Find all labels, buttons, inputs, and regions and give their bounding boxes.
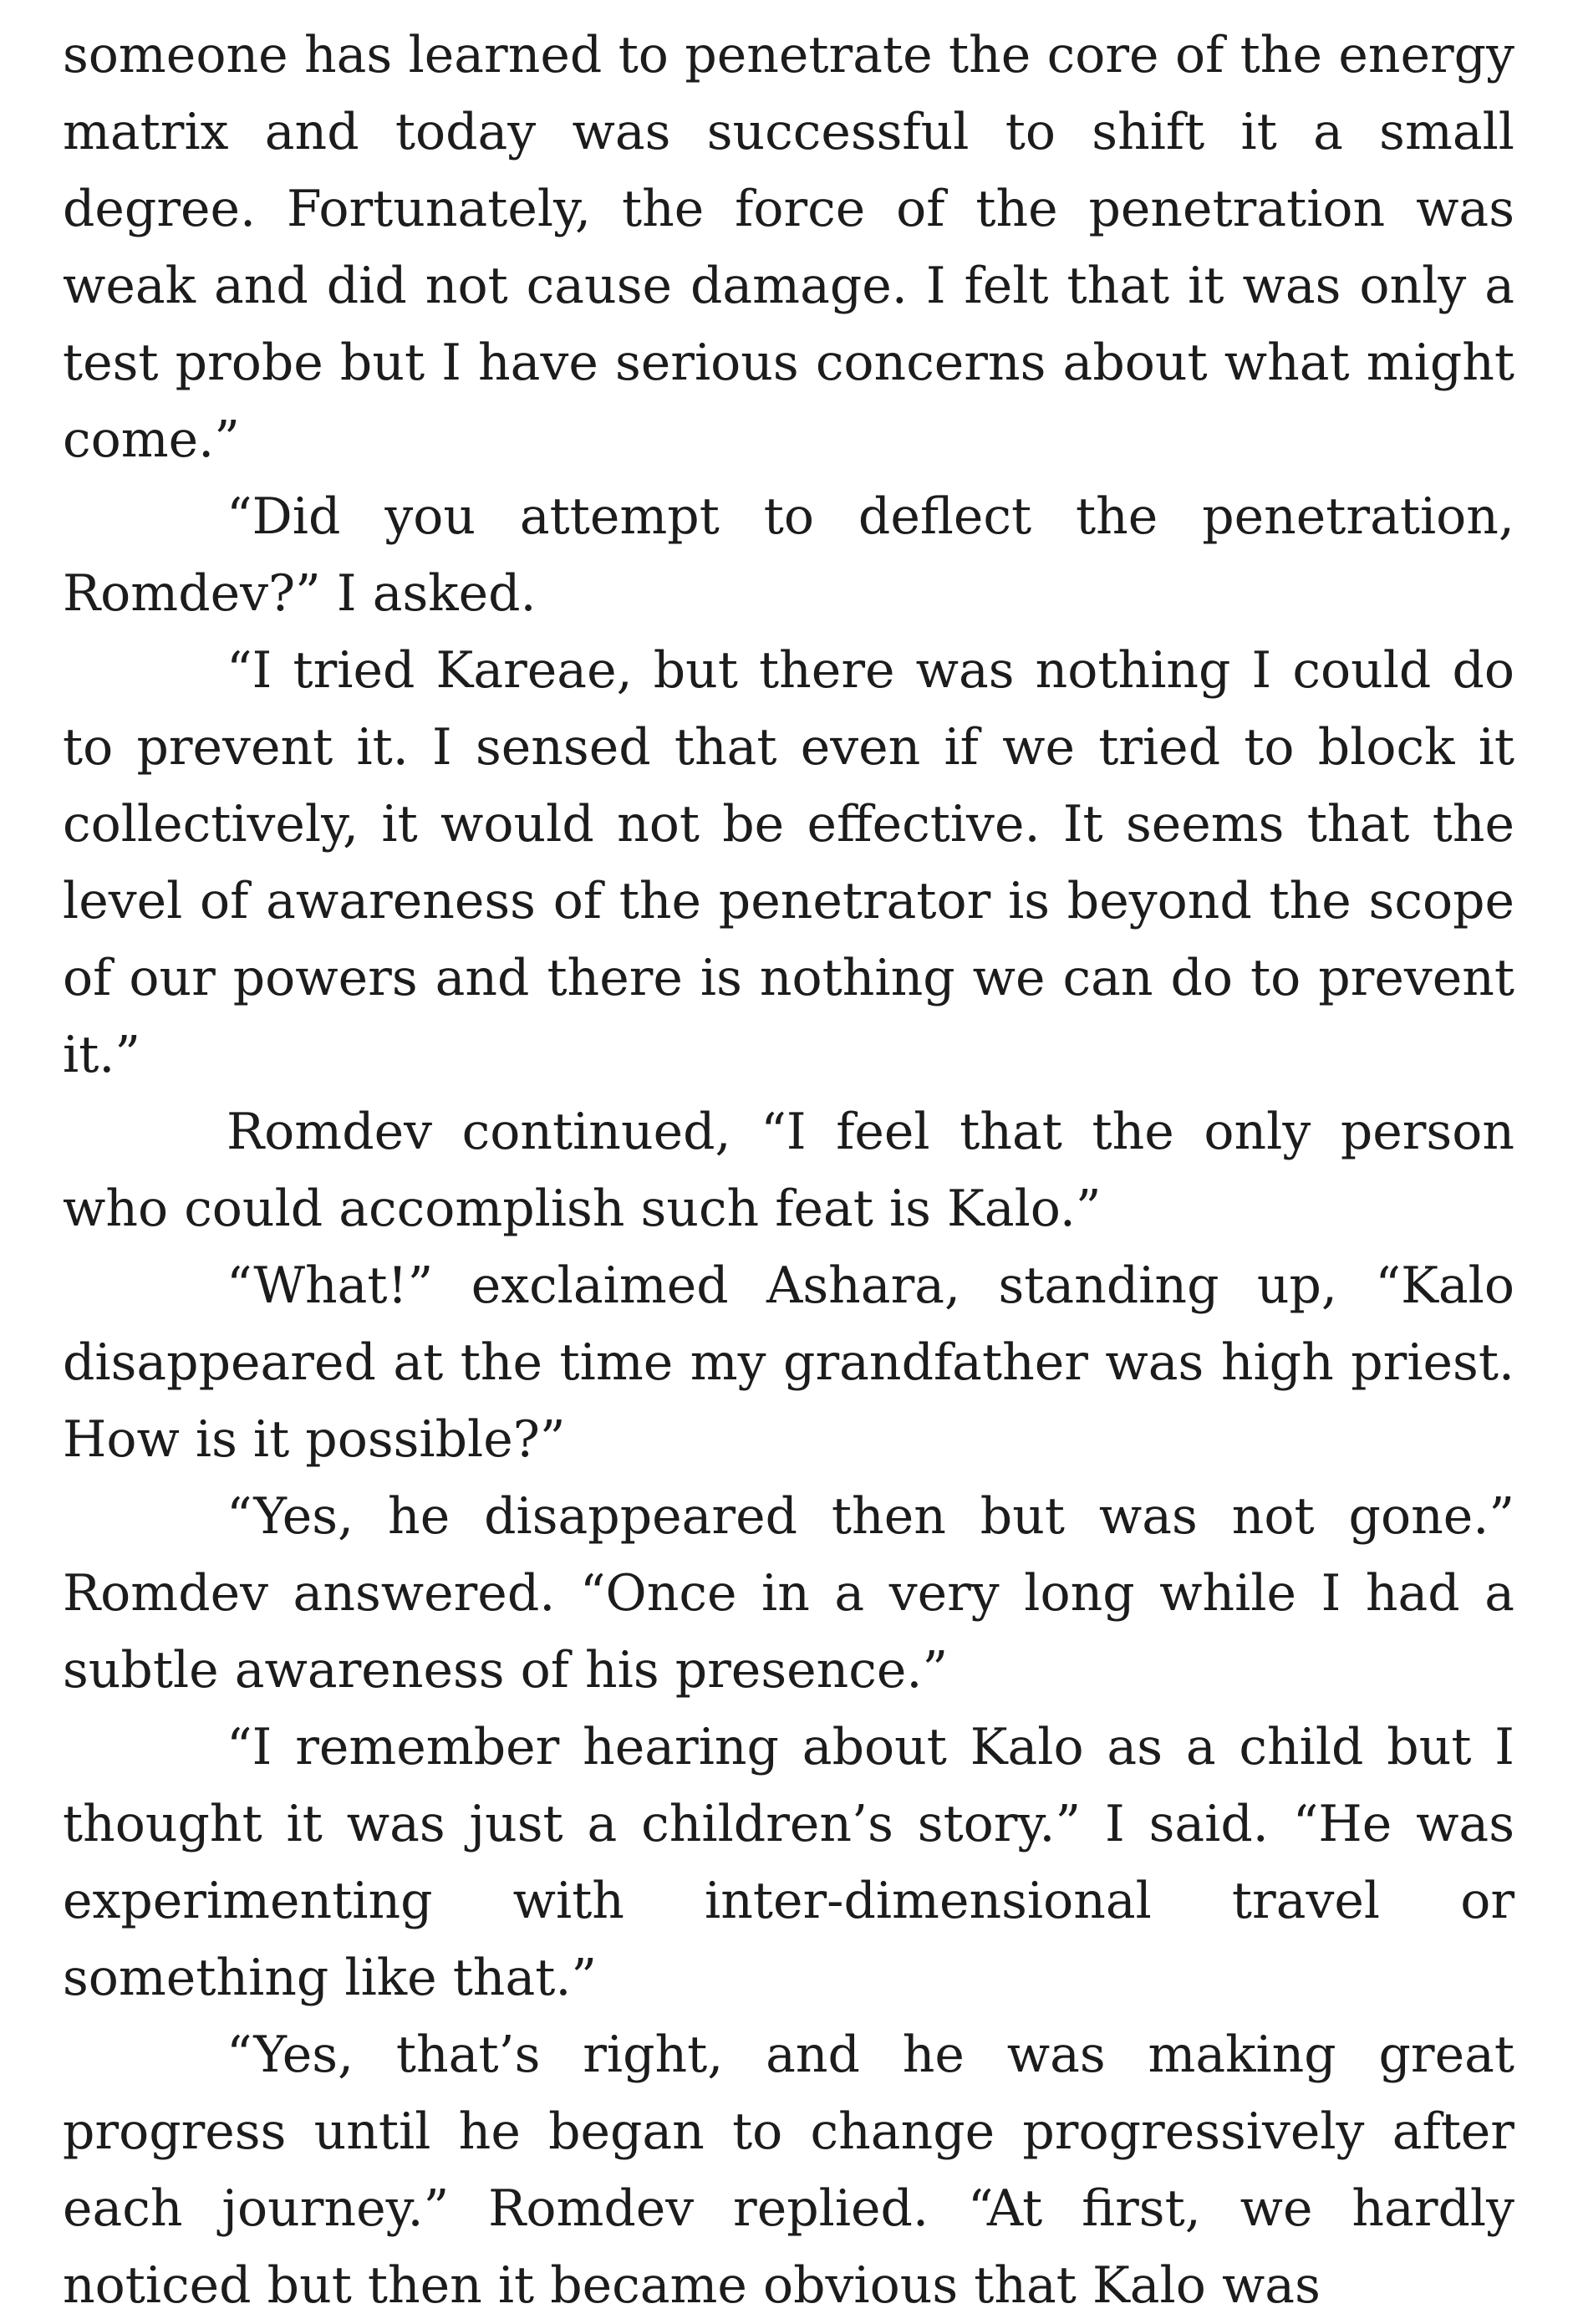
paragraph-5: “What!” exclaimed Ashara, standing up, “Kalo disappeared at the time my grandfather was high priest. How is it possible?” [63, 1256, 1514, 1469]
paragraph-7: “I remember hearing about Kalo as a child but I thought it was just a children’s story.” I said. “He was experimenting with inter-dimensional travel or something like that.” [63, 1718, 1514, 2007]
paragraph-6: “Yes, he disappeared then but was not gone.” Romdev answered. “Once in a very long while I had a subtle awareness of his presence.” [63, 1487, 1514, 1700]
paragraph-4: Romdev continued, “I feel that the only person who could accomplish such feat is Kalo.” [63, 1103, 1514, 1238]
paragraph-1: someone has learned to penetrate the core of the energy matrix and today was successful to shift it a small degree. Fortunately, the force of the penetration was weak and did not cause damage. I felt that it was only a test probe but I have serious concerns about what might come.” [63, 26, 1514, 469]
paragraph-3: “I tried Kareae, but there was nothing I could do to prevent it. I sensed that even if we tried to block it collectively, it would not be effective. It seems that the level of awareness of the penetrator is beyond the scope of our powers and there is nothing we can do to prevent it.” [63, 641, 1514, 1084]
paragraph-8: “Yes, that’s right, and he was making great progress until he began to change progressively after each journey.” Romdev replied. “At first, we hardly noticed but then it became obvious that Kalo was [63, 2026, 1514, 2315]
book-page-text [63, 17, 1514, 2324]
paragraph-2: “Did you attempt to deflect the penetration, Romdev?” I asked. [63, 487, 1514, 623]
